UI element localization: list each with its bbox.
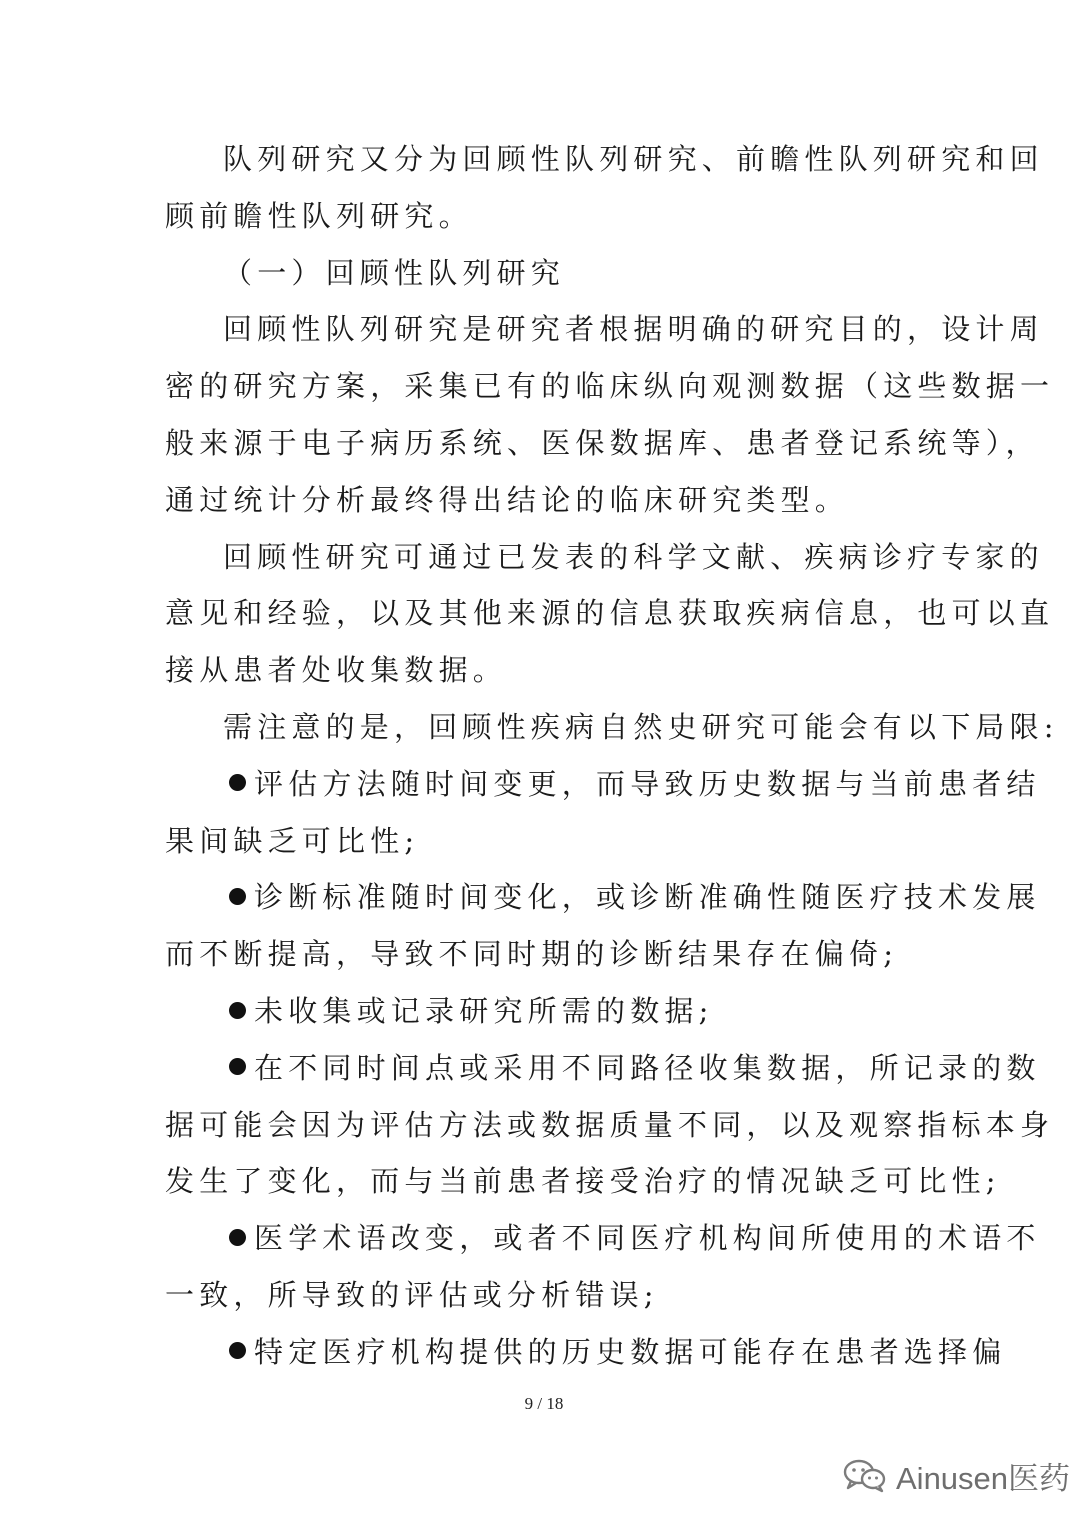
- watermark-text: Ainusen医药: [896, 1460, 1071, 1496]
- line-text: 医学术语改变，或者不同医疗机构间所使用的术语不: [254, 1221, 1041, 1256]
- paragraph-line: [165, 650, 507, 690]
- bullet-icon: [229, 1342, 246, 1359]
- line-text: 通过统计分析最终得出结论的临床研究类型。: [165, 482, 850, 517]
- bullet-line: [223, 1048, 1041, 1088]
- paragraph-line: [165, 366, 1054, 406]
- line-text: 特定医疗机构提供的历史数据可能存在患者选择偏: [254, 1334, 1007, 1369]
- line-text: 顾前瞻性队列研究。: [165, 198, 473, 233]
- line-text: 队列研究又分为回顾性队列研究、前瞻性队列研究和回: [223, 142, 1044, 176]
- paragraph-line: [165, 1105, 1054, 1145]
- bullet-icon: [229, 774, 246, 791]
- watermark: [842, 1450, 1070, 1500]
- line-text: 果间缺乏可比性;: [165, 823, 420, 858]
- paragraph-line: [223, 707, 1059, 747]
- line-text: 诊断标准随时间变化，或诊断准确性随医疗技术发展: [254, 880, 1041, 915]
- bullet-icon: [229, 1229, 246, 1246]
- line-text: 据可能会因为评估方法或数据质量不同，以及观察指标本身: [165, 1107, 1055, 1142]
- bullet-line: [223, 764, 1041, 804]
- line-text: 回顾性研究可通过已发表的科学文献、疾病诊疗专家的: [223, 539, 1044, 574]
- line-text: （一）回顾性队列研究: [223, 255, 566, 290]
- line-text: 接从患者处收集数据。: [165, 653, 508, 688]
- bullet-icon: [229, 888, 246, 905]
- line-text: 意见和经验，以及其他来源的信息获取疾病信息，也可以直: [165, 596, 1055, 631]
- paragraph-line: [165, 1161, 1001, 1201]
- line-text: 般来源于电子病历系统、医保数据库、患者登记系统等），: [165, 426, 1040, 460]
- paragraph-line: [165, 1275, 659, 1315]
- line-text: 发生了变化，而与当前患者接受治疗的情况缺乏可比性;: [165, 1164, 1001, 1199]
- line-text: 评估方法随时间变更，而导致历史数据与当前患者结: [254, 766, 1041, 801]
- bullet-line: [223, 1218, 1041, 1258]
- paragraph-line: [223, 537, 1044, 577]
- line-text: 需注意的是，回顾性疾病自然史研究可能会有以下局限:: [223, 710, 1059, 744]
- bullet-icon: [229, 1002, 246, 1019]
- bullet-line: [223, 1332, 1006, 1372]
- line-text: 一致，所导致的评估或分析错误;: [165, 1278, 659, 1312]
- paragraph-line: [165, 480, 849, 520]
- paragraph-line: [223, 139, 1044, 179]
- paragraph-line: [165, 934, 898, 974]
- line-text: 而不断提高，导致不同时期的诊断结果存在偏倚;: [165, 937, 899, 972]
- line-text: 回顾性队列研究是研究者根据明确的研究目的，设计周: [223, 312, 1044, 347]
- paragraph-line: [165, 423, 1040, 463]
- line-text: 在不同时间点或采用不同路径收集数据，所记录的数: [254, 1050, 1041, 1085]
- bullet-line: [223, 991, 714, 1031]
- paragraph-line: [223, 309, 1044, 349]
- paragraph-line: [165, 196, 473, 236]
- section-heading: [223, 253, 565, 293]
- paragraph-line: [165, 593, 1054, 633]
- bullet-icon: [229, 1058, 246, 1075]
- wechat-icon: [842, 1457, 888, 1493]
- line-text: 未收集或记录研究所需的数据;: [254, 994, 714, 1028]
- line-text: 密的研究方案，采集已有的临床纵向观测数据（这些数据一: [165, 369, 1055, 404]
- page-number: 9 / 18: [524, 1394, 564, 1413]
- bullet-line: [223, 877, 1041, 917]
- paragraph-line: [165, 821, 419, 861]
